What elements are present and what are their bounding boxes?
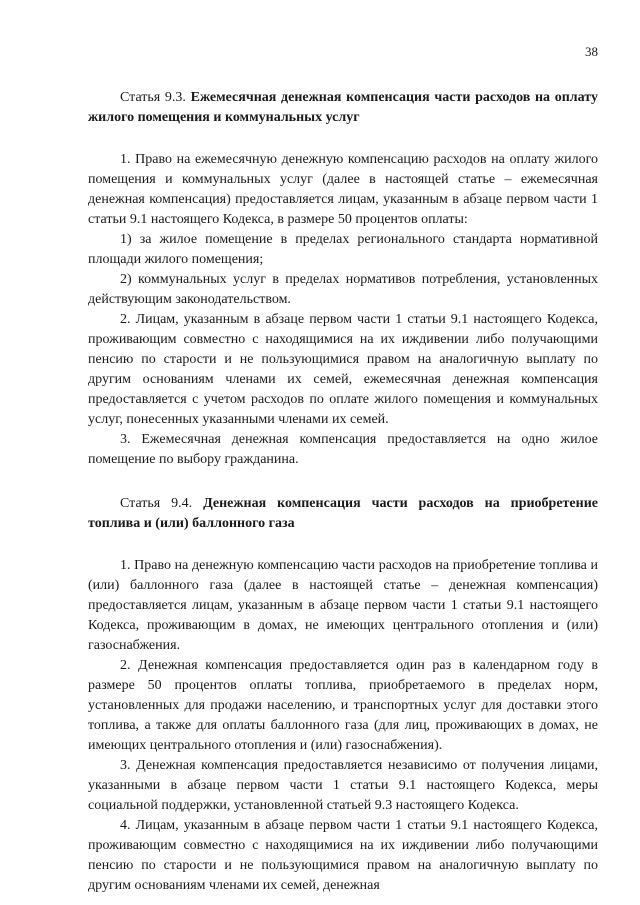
page-number: 38 — [585, 44, 598, 59]
article-paragraph: 3. Денежная компенсация предоставляется независимо от получения лицами, указанными в абзаце первом части 1 статьи 9.1 настоящего Кодекса, меры социальной поддержки, установленной статьей 9.3 настоящего Кодекса. — [88, 758, 598, 813]
article-paragraph: 2. Лицам, указанным в абзаце первом части 1 статьи 9.1 настоящего Кодекса, проживающим совместно с находящимися на их иждивении либо получающими пенсию по старости и не пользующимися правом на аналогичную выплату по другим основаниям членами их семей, ежемесячная денежная компенсация предоставляется с учетом расходов по оплате жилого помещения и коммунальных услуг, понесенных указанными членами их семей. — [88, 312, 598, 427]
article-label: Статья 9.4. — [120, 496, 193, 511]
article-label: Статья 9.3. — [120, 90, 186, 105]
article-paragraph: 3. Ежемесячная денежная компенсация предоставляется на одно жилое помещение по выбору гражданина. — [88, 432, 598, 467]
document-body — [88, 88, 598, 896]
article-paragraph: 1) за жилое помещение в пределах регионального стандарта нормативной площади жилого помещения; — [88, 232, 598, 267]
article-paragraph: 1. Право на ежемесячную денежную компенсацию расходов на оплату жилого помещения и коммунальных услуг (далее в настоящей статье – ежемесячная денежная компенсация) предоставляется лицам, указанным в абзаце первом части 1 статьи 9.1 настоящего Кодекса, в размере 50 процентов оплаты: — [88, 152, 598, 227]
spacer — [88, 470, 598, 494]
article-heading — [88, 88, 598, 128]
article-heading — [88, 494, 598, 534]
article-title: Денежная компенсация части расходов на приобретение топлива и (или) баллонного газа — [88, 496, 598, 531]
article-paragraph: 1. Право на денежную компенсацию части расходов на приобретение топлива и (или) баллонного газа (далее в настоящей статье – денежная компенсация) предоставляется лицам, указанным в абзаце первом части 1 статьи 9.1 настоящего Кодекса, проживающим в домах, не имеющих центрального отопления и (или) газоснабжения. — [88, 558, 598, 653]
article-paragraph: 2) коммунальных услуг в пределах нормативов потребления, установленных действующим законодательством. — [88, 272, 598, 307]
article-title: Ежемесячная денежная компенсация части расходов на оплату жилого помещения и коммунальных услуг — [88, 90, 598, 125]
article-paragraph: 4. Лицам, указанным в абзаце первом части 1 статьи 9.1 настоящего Кодекса, проживающим совместно с находящимися на их иждивении либо получающими пенсию по старости и не пользующимися правом на аналогичную выплату по другим основаниям членами их семей, денежная — [88, 818, 598, 893]
spacer — [88, 128, 598, 150]
spacer — [88, 534, 598, 556]
article-paragraph: 2. Денежная компенсация предоставляется один раз в календарном году в размере 50 процентов оплаты топлива, приобретаемого в пределах норм, установленных для продажи населению, и транспортных услуг для доставки этого топлива, а также для оплаты баллонного газа (для лиц, проживающих в домах, не имеющих центрального отопления и (или) газоснабжения). — [88, 658, 598, 753]
